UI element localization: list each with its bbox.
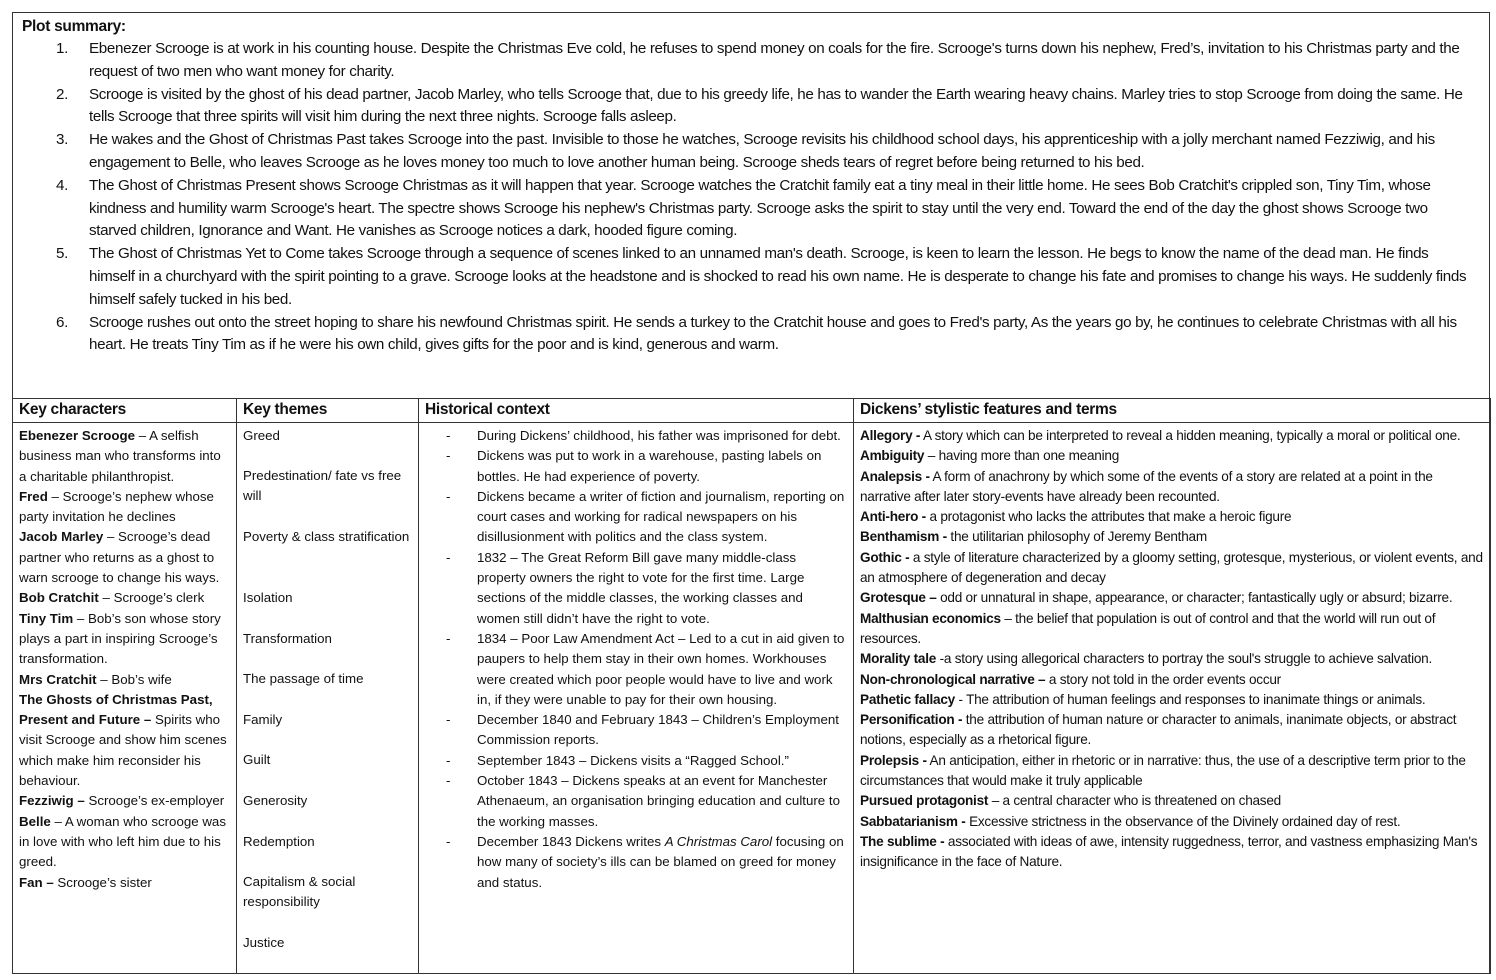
plot-item-number: 2. [56, 85, 68, 103]
term-entry [860, 467, 1484, 508]
term-entry [860, 791, 1484, 811]
term-def: An anticipation, either in rhetoric or in narrative: thus, the use of a descriptive term prior to the circumstances that would make it truly applicable [860, 752, 1466, 789]
plot-item [22, 129, 1480, 175]
term-entry [860, 751, 1484, 792]
term-name: Morality tale [860, 651, 937, 667]
dash-bullet: - [446, 752, 451, 768]
history-text-pre: December 1843 Dickens writes [477, 833, 665, 849]
term-entry [860, 507, 1484, 527]
term-def: - The attribution of human feelings and responses to inanimate things or animals. [954, 691, 1426, 707]
term-def: -a story using allegorical characters to portray the soul's struggle to achieve salvation. [936, 651, 1432, 667]
character-entry [19, 426, 230, 487]
dash-bullet: - [446, 428, 451, 443]
term-def: Excessive strictness in the observance of the Divinely ordained day of rest. [965, 813, 1401, 829]
header-key-characters: Key characters [13, 399, 237, 423]
plot-item-text: Scrooge rushes out onto the street hoping to share his newfound Christmas spirit. He sends a turkey to the Cratchit house and goes to Fred's party, As the years go by, he continues to celebrate Christmas with all his heart. He treats Tiny Tim as if he were his own child, gives gifts for the poor and is kind, generous and warm. [89, 313, 1457, 354]
character-desc: – A selfish business man who transforms into a charitable philanthropist. [19, 428, 221, 484]
history-text: During Dickens’ childhood, his father was imprisoned for debt. [477, 428, 841, 443]
plot-item-text: Ebenezer Scrooge is at work in his counting house. Despite the Christmas Eve cold, he refuses to spend money on coals for the fire. Scrooge's turns down his nephew, Fred’s, invitation to his Christmas party and the request of two men who want money for charity. [89, 40, 1460, 80]
history-text: Dickens became a writer of fiction and journalism, reporting on court cases and working for radical newspapers on his disillusionment with politics and the class system. [477, 488, 845, 545]
header-historical-context: Historical context [419, 399, 854, 423]
term-entry [860, 649, 1484, 669]
theme-item: Redemption [243, 834, 315, 849]
theme-item: Poverty & class stratification [243, 529, 410, 544]
character-desc: Scrooge’s ex-employer [84, 793, 225, 809]
term-name: Anti-hero - [860, 509, 926, 525]
historical-context-cell [419, 423, 854, 974]
plot-item-number: 4. [56, 176, 68, 194]
dash-bullet: - [446, 712, 451, 728]
table-header-row [13, 399, 1491, 423]
term-entry [860, 832, 1484, 873]
theme-item: The passage of time [243, 671, 364, 686]
history-text: 1832 – The Great Reform Bill gave many middle-class property owners the right to vote for the first time. Large sections of the middle classes, the working classes and women still didn’t have the right to vote. [477, 549, 805, 626]
term-entry [860, 527, 1484, 547]
term-def: – a central character who is threatened on chased [988, 793, 1281, 809]
theme-item: Family [243, 712, 283, 727]
plot-item-text: The Ghost of Christmas Yet to Come takes Scrooge through a sequence of scenes linked to an unnamed man's death. Scrooge, is keen to learn the lesson. He begs to know the name of the dead man. He finds himself in a churchyard with the spirit pointing to a grave. Scrooge looks at the headstone and is shocked to read his own name. He is desperate to change his fate and promises to change his ways. He suddenly finds himself safely tucked in his bed. [89, 245, 1467, 308]
character-entry [19, 690, 230, 791]
history-text: 1834 – Poor Law Amendment Act – Led to a cut in aid given to paupers to help them stay in their own homes. Workhouses were created which poor people would have to live and work in, if they were unable to pay for their own housing. [477, 630, 845, 707]
history-item [425, 771, 847, 832]
key-themes-cell [237, 423, 419, 974]
character-name: Ebenezer Scrooge [19, 428, 136, 443]
character-desc: – Scrooge’s clerk [98, 590, 205, 606]
header-stylistic-features: Dickens’ stylistic features and terms [854, 399, 1491, 423]
stylistic-features-cell [854, 423, 1491, 974]
term-def: A story which can be interpreted to reveal a hidden meaning, typically a moral or political one. [920, 428, 1461, 443]
plot-summary-list [22, 38, 1480, 357]
history-text: September 1843 – Dickens visits a “Ragged School.” [477, 752, 789, 768]
character-entry [19, 588, 230, 608]
character-name: Mrs Cratchit [19, 671, 97, 687]
term-def: odd or unnatural in shape, appearance, or character; fantastically ugly or absurd; bizarre. [936, 590, 1453, 606]
plot-item-text: Scrooge is visited by the ghost of his dead partner, Jacob Marley, who tells Scrooge that, due to his greedy life, he has to wander the Earth wearing heavy chains. Marley tries to stop Scrooge from doing the same. He tells Scrooge that three spirits will visit him during the next three nights. Scrooge falls asleep. [89, 85, 1463, 126]
term-name: Personification - [860, 712, 963, 728]
plot-item [22, 243, 1480, 311]
term-entry [860, 446, 1484, 466]
history-text: December 1840 and February 1843 – Children’s Employment Commission reports. [477, 712, 839, 748]
theme-item: Isolation [243, 590, 293, 605]
character-name: Fezziwig – [19, 793, 85, 809]
plot-item-number: 3. [56, 131, 68, 149]
term-name: Pathetic fallacy [860, 691, 955, 707]
term-name: Pursued protagonist [860, 793, 989, 809]
dash-bullet: - [446, 773, 451, 789]
character-name: Bob Cratchit [19, 590, 99, 606]
history-text: October 1843 – Dickens speaks at an event for Manchester Athenaeum, an organisation bringing education and culture to the working masses. [477, 773, 840, 829]
term-def: – having more than one meaning [924, 448, 1120, 464]
history-item [425, 751, 847, 771]
term-def: associated with ideas of awe, intensity ruggedness, terror, and vastness emphasizing Man's insignificance in the face of Nature. [860, 833, 1478, 870]
history-item [425, 487, 847, 548]
term-name: Ambiguity [860, 448, 925, 464]
character-desc: – Bob’s wife [96, 671, 172, 687]
character-desc: Spirits who visit Scrooge and show him scenes which make him reconsider his behaviour. [19, 712, 227, 789]
term-name: Non-chronological narrative – [860, 671, 1046, 687]
character-desc: – Scrooge’s nephew whose party invitation he declines [19, 488, 214, 525]
plot-item [22, 38, 1480, 84]
character-entry [19, 609, 230, 670]
term-def: A form of anachrony by which some of the events of a story are related at a point in the narrative after later story-events have already been recounted. [860, 468, 1433, 504]
theme-item: Predestination/ fate vs free will [243, 468, 402, 504]
character-name: The Ghosts of Christmas Past, Present and Future – [19, 691, 213, 728]
history-item [425, 629, 847, 710]
header-key-themes: Key themes [237, 399, 419, 423]
term-entry [860, 588, 1484, 608]
character-name: Jacob Marley [19, 529, 104, 545]
history-item [425, 710, 847, 751]
character-entry [19, 670, 230, 690]
character-desc: – Scrooge’s dead partner who returns as a ghost to warn scrooge to change his ways. [19, 529, 220, 586]
character-entry [19, 812, 230, 873]
term-name: Gothic - [860, 549, 910, 565]
term-entry [860, 670, 1484, 690]
history-text-post: focusing on how many of society’s ills can be blamed on greed for money and status. [477, 833, 844, 890]
term-def: the utilitarian philosophy of Jeremy Bentham [946, 529, 1207, 545]
theme-item: Greed [243, 428, 280, 443]
character-name: Belle [19, 813, 51, 829]
term-def: a story not told in the order events occur [1045, 671, 1281, 687]
term-def: the attribution of human nature or character to animals, inanimate objects, or abstract notions, especially as a rhetorical figure. [860, 712, 1457, 748]
term-name: Allegory - [860, 428, 921, 443]
theme-item: Justice [243, 935, 285, 950]
plot-summary-section [12, 12, 1490, 398]
history-item [425, 548, 847, 629]
character-entry [19, 873, 230, 893]
character-entry [19, 527, 230, 588]
term-entry [860, 609, 1484, 650]
plot-item-number: 1. [56, 40, 68, 57]
plot-item-text: The Ghost of Christmas Present shows Scrooge Christmas as it will happen that year. Scrooge watches the Cratchit family eat a tiny meal in their little home. He sees Bob Cratchit's crippled son, Tiny Tim, whose kindness and humility warm Scrooge's heart. The spectre shows Scrooge his nephew's Christmas party. Scrooge asks the spirit to stay until the very end. Toward the end of the day the ghost shows Scrooge two starved children, Ignorance and Want. He vanishes as Scrooge notices a dark, hooded figure coming. [89, 176, 1431, 240]
theme-item: Guilt [243, 752, 271, 767]
knowledge-table [12, 398, 1491, 974]
dash-bullet: - [446, 448, 451, 464]
term-name: Malthusian economics [860, 610, 1001, 626]
term-entry [860, 710, 1484, 751]
term-name: The sublime - [860, 833, 945, 849]
table-body-row [13, 423, 1491, 974]
character-name: Fan – [19, 874, 54, 890]
term-entry [860, 690, 1484, 710]
history-text: Dickens was put to work in a warehouse, pasting labels on bottles. He had experience of poverty. [477, 448, 822, 484]
character-desc: Scrooge’s sister [53, 874, 152, 890]
term-name: Sabbatarianism - [860, 813, 966, 829]
dash-bullet: - [446, 549, 451, 565]
plot-item [22, 312, 1480, 358]
history-item [425, 446, 847, 487]
theme-item: Capitalism & social responsibility [243, 874, 356, 910]
term-def: a protagonist who lacks the attributes that make a heroic figure [925, 509, 1292, 525]
term-name: Benthamism - [860, 529, 947, 545]
term-name: Grotesque – [860, 590, 937, 606]
dash-bullet: - [446, 488, 451, 504]
character-desc: – A woman who scrooge was in love with who left him due to his greed. [19, 813, 226, 870]
term-name: Prolepsis - [860, 752, 927, 768]
term-entry [860, 812, 1484, 832]
plot-summary-title: Plot summary: [22, 18, 126, 35]
dash-bullet: - [446, 630, 451, 646]
plot-item [22, 84, 1480, 130]
term-name: Analepsis - [860, 468, 930, 484]
book-title: A Christmas Carol [664, 833, 773, 849]
character-desc: – Bob’s son whose story plays a part in inspiring Scrooge’s transformation. [19, 610, 221, 667]
character-entry [19, 487, 230, 528]
term-entry [860, 548, 1484, 589]
dash-bullet: - [446, 833, 451, 849]
key-characters-cell [13, 423, 237, 974]
plot-item [22, 175, 1480, 243]
plot-item-number: 5. [56, 245, 68, 263]
history-item [425, 832, 847, 893]
plot-item-text: He wakes and the Ghost of Christmas Past takes Scrooge into the past. Invisible to those he watches, Scrooge revisits his childhood school days, his apprenticeship with a jolly merchant named Fezziwig, and his engagement to Belle, who leaves Scrooge as he loves money too much to love another human being. Scrooge sheds tears of regret before being returned to his bed. [89, 131, 1435, 171]
theme-item: Transformation [243, 631, 332, 646]
theme-item: Generosity [243, 793, 308, 808]
character-entry [19, 791, 230, 811]
character-name: Tiny Tim [19, 610, 74, 626]
term-def: – the belief that population is out of control and that the world will run out of resources. [860, 610, 1436, 646]
history-item [425, 426, 847, 446]
term-def: a style of literature characterized by a gloomy setting, grotesque, mysterious, or violent events, and an atmosphere of degeneration and decay [860, 549, 1483, 586]
character-name: Fred [19, 488, 48, 504]
term-entry [860, 426, 1484, 446]
plot-item-number: 6. [56, 313, 68, 331]
